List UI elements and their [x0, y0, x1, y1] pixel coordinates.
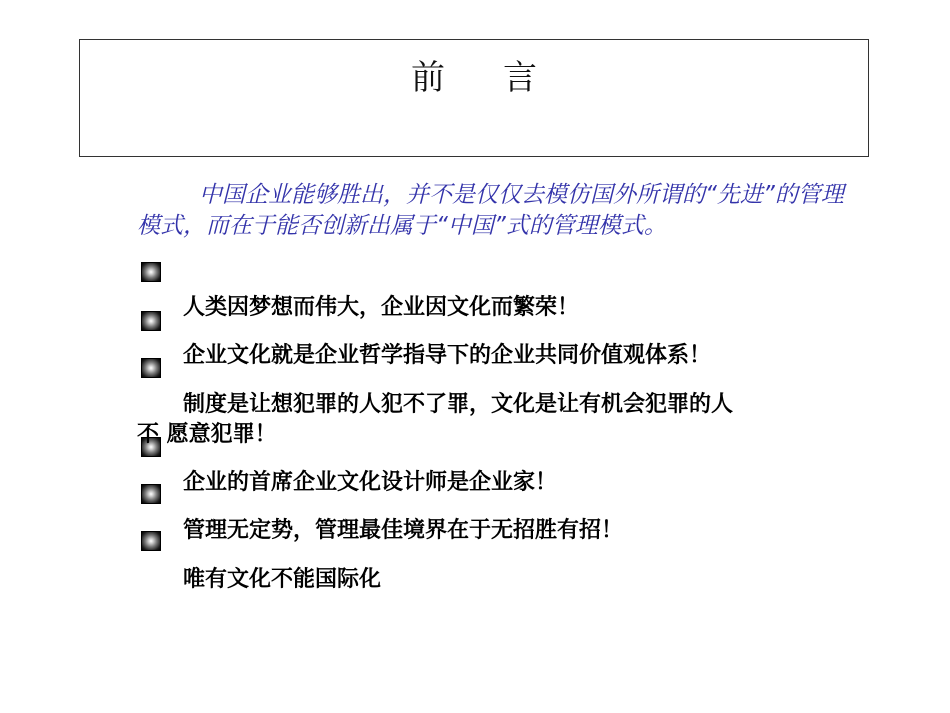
point-4: 企业的首席企业文化设计师是企业家！ [183, 470, 558, 495]
point-3: 制度是让想犯罪的人犯不了罪，文化是让有机会犯罪的人 [183, 392, 734, 417]
title-box [79, 39, 869, 157]
bullet-icon [141, 311, 161, 331]
bullet-icon [141, 531, 161, 551]
bullet-icon [141, 484, 161, 504]
point-3-continuation: 不 愿意犯罪！ [137, 422, 277, 447]
point-6: 唯有文化不能国际化 [183, 567, 382, 592]
bullet-icon [141, 358, 161, 378]
point-1: 人类因梦想而伟大，企业因文化而繁荣！ [183, 295, 580, 320]
intro-paragraph: 中国企业能够胜出，并不是仅仅去模仿国外所谓的“先进”的管理模式，而在于能否创新出属于“中国”式的管理模式。 [137, 182, 844, 239]
point-2: 企业文化就是企业哲学指导下的企业共同价值观体系！ [183, 343, 712, 368]
page-title: 前言 [411, 58, 595, 98]
point-5: 管理无定势，管理最佳境界在于无招胜有招！ [183, 518, 624, 543]
bullet-icon [141, 262, 161, 282]
